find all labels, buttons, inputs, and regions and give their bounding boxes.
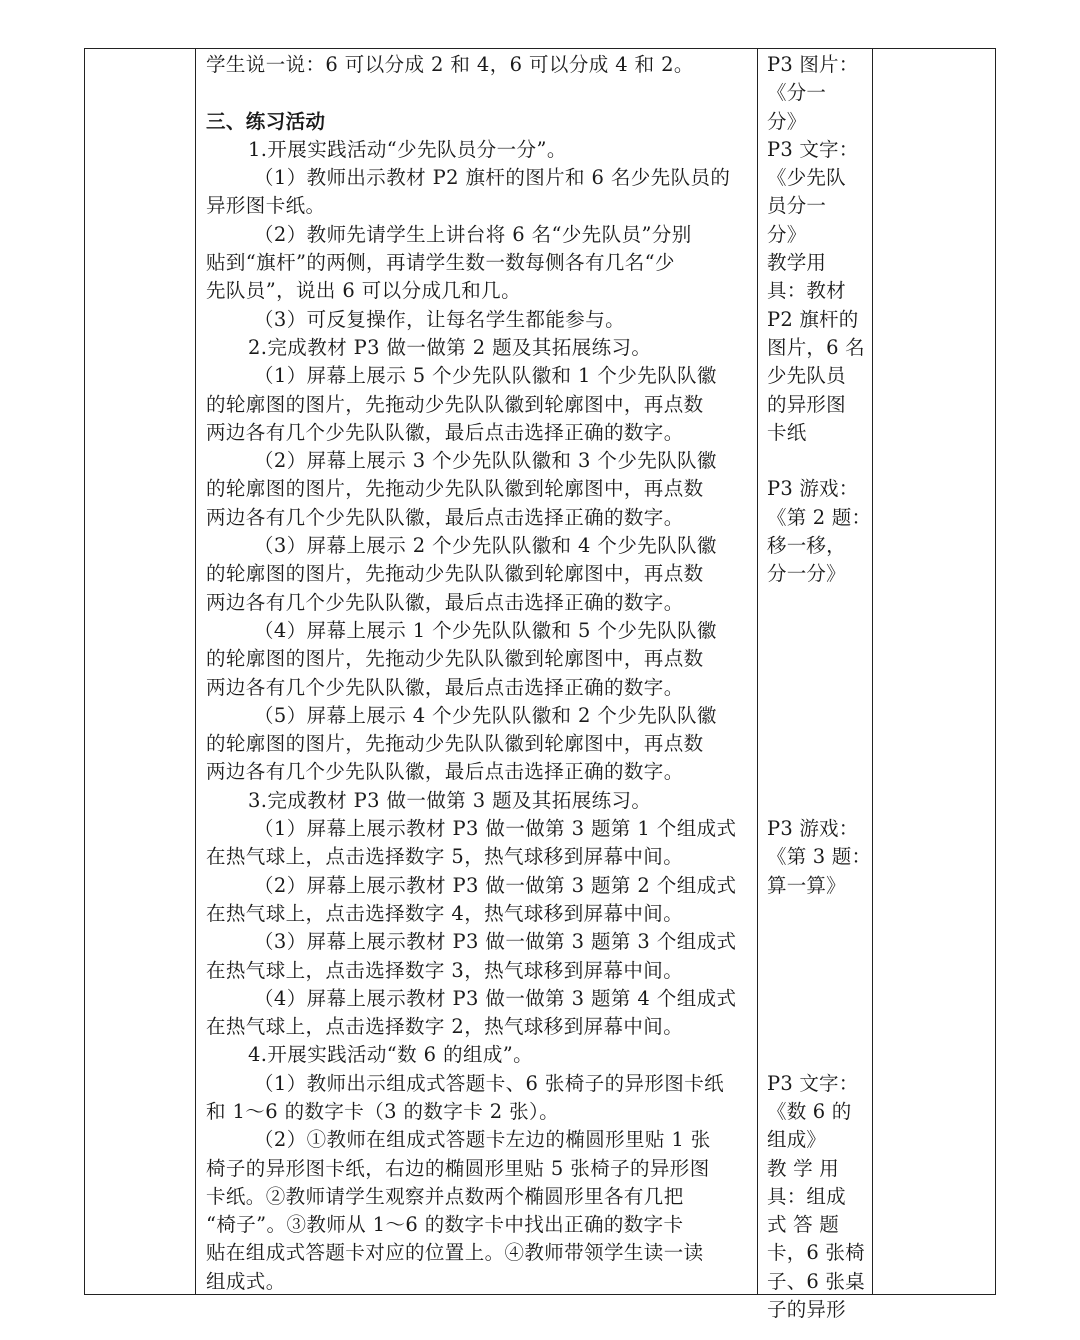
text-line: （3）屏幕上展示 2 个少先队队徽和 4 个少先队队徽 xyxy=(254,534,717,558)
resource-line: P3 文字： xyxy=(767,137,859,161)
text-line: （3）可反复操作，让每名学生都能参与。 xyxy=(254,307,626,331)
resource-line: 教 学 用 xyxy=(767,1156,839,1180)
resource-line xyxy=(767,957,873,985)
text-line xyxy=(206,79,750,107)
resource-line: 《分一 xyxy=(767,81,827,105)
resource-line: 少先队员 xyxy=(767,364,846,388)
resource-line: 具：组成 xyxy=(767,1184,846,1208)
resource-line xyxy=(767,589,873,617)
text-line: 2.完成教材 P3 做一做第 2 题及其拓展练习。 xyxy=(248,335,652,359)
text-line: 的轮廓图的图片，先拖动少先队队徽到轮廓图中，再点数 xyxy=(206,647,704,671)
column-divider xyxy=(757,49,758,1294)
resource-line: 图片，6 名 xyxy=(767,335,865,359)
text-line: 卡纸。②教师请学生观察并点数两个椭圆形里各有几把 xyxy=(206,1184,684,1208)
text-line: （3）屏幕上展示教材 P3 做一做第 3 题第 3 个组成式 xyxy=(254,930,737,954)
text-line: 两边各有几个少先队队徽，最后点击选择正确的数字。 xyxy=(206,420,684,444)
resource-line xyxy=(767,617,873,645)
text-line: （4）屏幕上展示教材 P3 做一做第 3 题第 4 个组成式 xyxy=(254,986,737,1010)
resource-line: 组成》 xyxy=(767,1128,827,1152)
text-line: 在热气球上，点击选择数字 5，热气球移到屏幕中间。 xyxy=(206,845,684,869)
text-line: 4.开展实践活动“数 6 的组成”。 xyxy=(248,1043,534,1067)
resource-line xyxy=(767,674,873,702)
text-line: （2）①教师在组成式答题卡左边的椭圆形里贴 1 张 xyxy=(254,1128,711,1152)
resource-line xyxy=(767,730,873,758)
text-line: （1）教师出示教材 P2 旗杆的图片和 6 名少先队员的 xyxy=(254,166,731,190)
teaching-process-column xyxy=(206,51,750,1296)
text-line: 在热气球上，点击选择数字 2，热气球移到屏幕中间。 xyxy=(206,1015,684,1039)
resource-line: P3 文字： xyxy=(767,1071,859,1095)
resource-line: 算一算》 xyxy=(767,873,846,897)
resource-line xyxy=(767,1013,873,1041)
resource-line xyxy=(767,1041,873,1069)
text-line: 在热气球上，点击选择数字 3，热气球移到屏幕中间。 xyxy=(206,958,684,982)
text-line: 椅子的异形图卡纸，右边的椭圆形里贴 5 张椅子的异形图 xyxy=(206,1156,710,1180)
text-line: 组成式。 xyxy=(206,1269,286,1293)
resource-line xyxy=(767,758,873,786)
text-line: （1）教师出示组成式答题卡、6 张椅子的异形图卡纸 xyxy=(254,1071,725,1095)
resource-line: 移一移， xyxy=(767,534,846,558)
resource-line: 具：教材 xyxy=(767,279,846,303)
text-line: （4）屏幕上展示 1 个少先队队徽和 5 个少先队队徽 xyxy=(254,618,717,642)
resource-line: 子、6 张桌 xyxy=(767,1269,865,1293)
text-line: （2）屏幕上展示教材 P3 做一做第 3 题第 2 个组成式 xyxy=(254,873,737,897)
text-line: 的轮廓图的图片，先拖动少先队队徽到轮廓图中，再点数 xyxy=(206,477,704,501)
text-line: 3.完成教材 P3 做一做第 3 题及其拓展练习。 xyxy=(248,788,652,812)
text-line: 的轮廓图的图片，先拖动少先队队徽到轮廓图中，再点数 xyxy=(206,732,704,756)
resource-line: 分》 xyxy=(767,109,807,133)
resource-line: 员分一 xyxy=(767,194,827,218)
resource-line: 《数 6 的 xyxy=(767,1099,852,1123)
resource-line: P3 图片： xyxy=(767,53,859,76)
text-line: 1.开展实践活动“少先队员分一分”。 xyxy=(248,137,567,161)
resource-line: 《第 2 题： xyxy=(767,505,872,529)
resource-line: 教学用 xyxy=(767,251,827,275)
resource-line: 的异形图 xyxy=(767,392,846,416)
text-line: 两边各有几个少先队队徽，最后点击选择正确的数字。 xyxy=(206,675,684,699)
text-line: （1）屏幕上展示 5 个少先队队徽和 1 个少先队队徽 xyxy=(254,364,717,388)
text-line: 两边各有几个少先队队徽，最后点击选择正确的数字。 xyxy=(206,760,684,784)
text-line: 学生说一说：6 可以分成 2 和 4，6 可以分成 4 和 2。 xyxy=(206,53,694,76)
text-line: 两边各有几个少先队队徽，最后点击选择正确的数字。 xyxy=(206,590,684,614)
resource-line xyxy=(767,702,873,730)
text-line: 异形图卡纸。 xyxy=(206,194,326,218)
resource-line: P3 游戏： xyxy=(767,477,859,501)
resource-line xyxy=(767,787,873,815)
resource-line: P3 游戏： xyxy=(767,817,859,841)
resource-line: 分一分》 xyxy=(767,562,846,586)
resource-line: 分》 xyxy=(767,222,807,246)
text-line: （5）屏幕上展示 4 个少先队队徽和 2 个少先队队徽 xyxy=(254,703,717,727)
resource-line: P2 旗杆的 xyxy=(767,307,859,331)
text-line: “椅子”。③教师从 1～6 的数字卡中找出正确的数字卡 xyxy=(206,1213,684,1237)
lesson-table xyxy=(84,48,996,1322)
resource-line: 卡，6 张椅 xyxy=(767,1241,865,1265)
text-line: 两边各有几个少先队队徽，最后点击选择正确的数字。 xyxy=(206,505,684,529)
resource-line: 《第 3 题： xyxy=(767,845,872,869)
text-line: 贴在组成式答题卡对应的位置上。④教师带领学生读一读 xyxy=(206,1241,704,1265)
resource-line: 式 答 题 xyxy=(767,1213,839,1237)
resource-line xyxy=(767,447,873,475)
text-line: 在热气球上，点击选择数字 4，热气球移到屏幕中间。 xyxy=(206,901,684,925)
text-line: （2）教师先请学生上讲台将 6 名“少先队员”分别 xyxy=(254,222,692,246)
section-heading: 三、练习活动 xyxy=(206,109,326,133)
text-line: （2）屏幕上展示 3 个少先队队徽和 3 个少先队队徽 xyxy=(254,449,717,473)
resource-line xyxy=(767,985,873,1013)
text-line: 的轮廓图的图片，先拖动少先队队徽到轮廓图中，再点数 xyxy=(206,392,704,416)
text-line: （1）屏幕上展示教材 P3 做一做第 3 题第 1 个组成式 xyxy=(254,817,737,841)
resource-line xyxy=(767,645,873,673)
resource-line xyxy=(767,928,873,956)
text-line: 的轮廓图的图片，先拖动少先队队徽到轮廓图中，再点数 xyxy=(206,562,704,586)
resources-column xyxy=(767,51,873,1324)
column-divider xyxy=(195,49,196,1294)
text-line: 先队员”，说出 6 可以分成几和几。 xyxy=(206,279,521,303)
text-line: 贴到“旗杆”的两侧，再请学生数一数每侧各有几名“少 xyxy=(206,251,675,275)
resource-line: 卡纸 xyxy=(767,420,807,444)
resource-line: 《少先队 xyxy=(767,166,846,190)
text-line: 和 1～6 的数字卡（3 的数字卡 2 张）。 xyxy=(206,1099,560,1123)
resource-line xyxy=(767,900,873,928)
resource-line: 子的异形 xyxy=(767,1298,846,1322)
